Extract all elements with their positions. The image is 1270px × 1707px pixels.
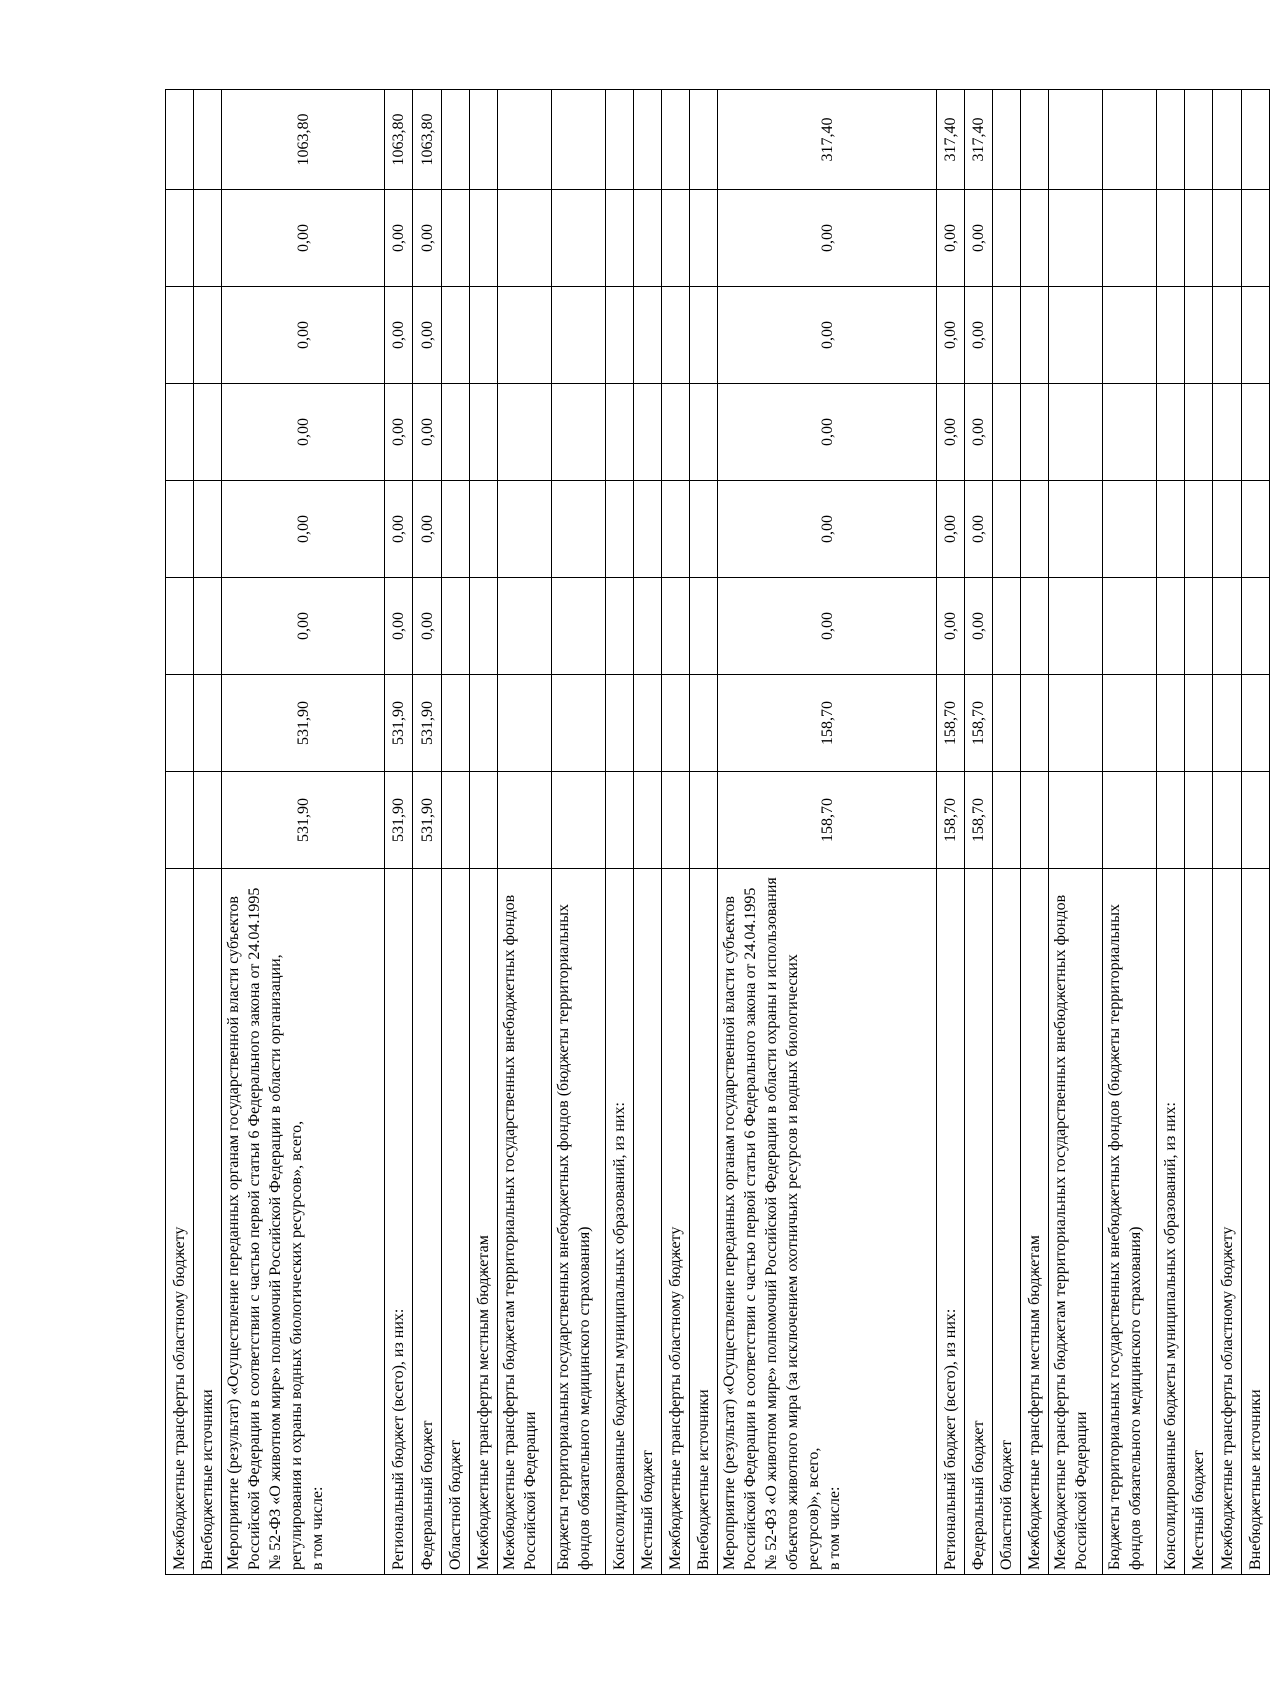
value-cell: 0,00 bbox=[222, 578, 385, 675]
empty-value-cell bbox=[1185, 90, 1213, 190]
empty-value-cell bbox=[469, 287, 497, 384]
value-cell: 0,00 bbox=[936, 578, 964, 675]
empty-value-cell bbox=[605, 287, 633, 384]
row-label: Областной бюджет bbox=[992, 869, 1020, 1575]
empty-value-cell bbox=[1185, 190, 1213, 287]
empty-value-cell bbox=[497, 384, 551, 481]
empty-value-cell bbox=[194, 481, 222, 578]
empty-value-cell bbox=[1103, 384, 1157, 481]
empty-value-cell bbox=[690, 675, 718, 772]
empty-value-cell bbox=[441, 675, 469, 772]
empty-value-cell bbox=[1241, 675, 1269, 772]
value-cell: 158,70 bbox=[964, 675, 992, 772]
empty-value-cell bbox=[1021, 578, 1049, 675]
empty-value-cell bbox=[551, 384, 605, 481]
empty-value-cell bbox=[1049, 90, 1103, 190]
value-cell: 317,40 bbox=[936, 90, 964, 190]
row-label: Межбюджетные трансферты областному бюджету bbox=[166, 869, 194, 1575]
empty-value-cell bbox=[1049, 384, 1103, 481]
empty-value-cell bbox=[1103, 90, 1157, 190]
row-label: Бюджеты территориальных государственных внебюджетных фондов (бюджеты территориальных фондов обязательного медицинского страхования) bbox=[551, 869, 605, 1575]
event-row bbox=[718, 90, 936, 1575]
value-cell: 0,00 bbox=[413, 190, 441, 287]
empty-value-cell bbox=[469, 90, 497, 190]
value-cell: 0,00 bbox=[964, 481, 992, 578]
empty-value-cell bbox=[1185, 481, 1213, 578]
value-cell: 158,70 bbox=[936, 772, 964, 869]
empty-value-cell bbox=[1049, 481, 1103, 578]
empty-value-cell bbox=[441, 481, 469, 578]
value-cell: 158,70 bbox=[718, 772, 936, 869]
table-row bbox=[1213, 90, 1241, 1575]
empty-value-cell bbox=[690, 287, 718, 384]
value-cell: 0,00 bbox=[222, 190, 385, 287]
empty-value-cell bbox=[1213, 384, 1241, 481]
empty-value-cell bbox=[166, 772, 194, 869]
empty-value-cell bbox=[1241, 90, 1269, 190]
empty-value-cell bbox=[551, 578, 605, 675]
empty-value-cell bbox=[1185, 772, 1213, 869]
value-cell: 0,00 bbox=[718, 384, 936, 481]
empty-value-cell bbox=[1103, 772, 1157, 869]
empty-value-cell bbox=[992, 190, 1020, 287]
value-cell: 0,00 bbox=[964, 287, 992, 384]
empty-value-cell bbox=[1049, 287, 1103, 384]
value-cell: 0,00 bbox=[413, 287, 441, 384]
empty-value-cell bbox=[166, 578, 194, 675]
empty-value-cell bbox=[1185, 287, 1213, 384]
empty-value-cell bbox=[662, 675, 690, 772]
value-cell: 158,70 bbox=[936, 675, 964, 772]
table-row bbox=[964, 90, 992, 1575]
empty-value-cell bbox=[605, 384, 633, 481]
value-cell: 0,00 bbox=[413, 578, 441, 675]
row-label: Консолидированные бюджеты муниципальных образований, из них: bbox=[1157, 869, 1185, 1575]
empty-value-cell bbox=[1213, 190, 1241, 287]
row-label: Местный бюджет bbox=[633, 869, 661, 1575]
budget-table-body bbox=[166, 90, 1270, 1575]
value-cell: 0,00 bbox=[222, 287, 385, 384]
empty-value-cell bbox=[166, 675, 194, 772]
table-row bbox=[1049, 90, 1103, 1575]
row-label: Федеральный бюджет bbox=[964, 869, 992, 1575]
empty-value-cell bbox=[633, 90, 661, 190]
row-label: Внебюджетные источники bbox=[194, 869, 222, 1575]
empty-value-cell bbox=[194, 772, 222, 869]
empty-value-cell bbox=[605, 578, 633, 675]
empty-value-cell bbox=[633, 772, 661, 869]
empty-value-cell bbox=[605, 481, 633, 578]
empty-value-cell bbox=[469, 675, 497, 772]
empty-value-cell bbox=[1241, 384, 1269, 481]
empty-value-cell bbox=[1213, 675, 1241, 772]
table-row bbox=[1021, 90, 1049, 1575]
empty-value-cell bbox=[441, 287, 469, 384]
value-cell: 158,70 bbox=[718, 675, 936, 772]
empty-value-cell bbox=[1157, 675, 1185, 772]
table-row bbox=[441, 90, 469, 1575]
row-label: Областной бюджет bbox=[441, 869, 469, 1575]
value-cell: 0,00 bbox=[718, 578, 936, 675]
empty-value-cell bbox=[1157, 190, 1185, 287]
value-cell: 531,90 bbox=[222, 675, 385, 772]
table-row bbox=[1241, 90, 1269, 1575]
value-cell: 0,00 bbox=[222, 384, 385, 481]
empty-value-cell bbox=[497, 481, 551, 578]
empty-value-cell bbox=[633, 287, 661, 384]
value-cell: 0,00 bbox=[413, 384, 441, 481]
table-row bbox=[992, 90, 1020, 1575]
empty-value-cell bbox=[1241, 772, 1269, 869]
row-label: Федеральный бюджет bbox=[413, 869, 441, 1575]
empty-value-cell bbox=[1021, 90, 1049, 190]
empty-value-cell bbox=[469, 481, 497, 578]
empty-value-cell bbox=[1213, 772, 1241, 869]
empty-value-cell bbox=[1103, 481, 1157, 578]
empty-value-cell bbox=[1103, 287, 1157, 384]
value-cell: 0,00 bbox=[936, 384, 964, 481]
empty-value-cell bbox=[166, 90, 194, 190]
row-label: Региональный бюджет (всего), из них: bbox=[385, 869, 413, 1575]
value-cell: 0,00 bbox=[964, 190, 992, 287]
empty-value-cell bbox=[992, 675, 1020, 772]
empty-value-cell bbox=[551, 481, 605, 578]
value-cell: 1063,80 bbox=[385, 90, 413, 190]
empty-value-cell bbox=[441, 384, 469, 481]
empty-value-cell bbox=[1213, 578, 1241, 675]
empty-value-cell bbox=[1185, 675, 1213, 772]
empty-value-cell bbox=[662, 384, 690, 481]
empty-value-cell bbox=[662, 772, 690, 869]
value-cell: 531,90 bbox=[385, 675, 413, 772]
value-cell: 0,00 bbox=[385, 578, 413, 675]
event-suffix: в том числе: bbox=[309, 1486, 327, 1570]
table-row bbox=[551, 90, 605, 1575]
empty-value-cell bbox=[1049, 772, 1103, 869]
event-title: Мероприятие (результат) «Осуществление переданных органам государственной власти субъектов Российской Федерации в соответствии с частью первой статьи 6 Федерального закона от 24.04.1995 № 52-ФЗ «О животном мире» полномочий Российской Федерации в области организации, регулирования и охраны водных биологических ресурсов», всего, bbox=[225, 887, 306, 1570]
value-cell: 531,90 bbox=[222, 772, 385, 869]
row-label: Межбюджетные трансферты областному бюджету bbox=[1213, 869, 1241, 1575]
empty-value-cell bbox=[690, 578, 718, 675]
empty-value-cell bbox=[662, 90, 690, 190]
empty-value-cell bbox=[194, 90, 222, 190]
empty-value-cell bbox=[166, 287, 194, 384]
value-cell: 0,00 bbox=[936, 481, 964, 578]
row-label: Межбюджетные трансферты местным бюджетам bbox=[1021, 869, 1049, 1575]
empty-value-cell bbox=[1185, 384, 1213, 481]
empty-value-cell bbox=[497, 90, 551, 190]
table-row bbox=[385, 90, 413, 1575]
empty-value-cell bbox=[1241, 481, 1269, 578]
empty-value-cell bbox=[992, 287, 1020, 384]
empty-value-cell bbox=[1021, 384, 1049, 481]
value-cell: 0,00 bbox=[385, 481, 413, 578]
value-cell: 0,00 bbox=[964, 578, 992, 675]
empty-value-cell bbox=[662, 481, 690, 578]
table-row bbox=[1157, 90, 1185, 1575]
empty-value-cell bbox=[441, 90, 469, 190]
empty-value-cell bbox=[1157, 287, 1185, 384]
empty-value-cell bbox=[1021, 675, 1049, 772]
empty-value-cell bbox=[469, 772, 497, 869]
value-cell: 531,90 bbox=[385, 772, 413, 869]
table-row bbox=[936, 90, 964, 1575]
empty-value-cell bbox=[441, 772, 469, 869]
empty-value-cell bbox=[497, 578, 551, 675]
empty-value-cell bbox=[166, 190, 194, 287]
table-row bbox=[194, 90, 222, 1575]
empty-value-cell bbox=[551, 287, 605, 384]
value-cell: 0,00 bbox=[718, 190, 936, 287]
empty-value-cell bbox=[605, 772, 633, 869]
empty-value-cell bbox=[1241, 578, 1269, 675]
table-row bbox=[662, 90, 690, 1575]
empty-value-cell bbox=[992, 90, 1020, 190]
empty-value-cell bbox=[194, 287, 222, 384]
value-cell: 0,00 bbox=[385, 384, 413, 481]
event-title: Мероприятие (результат) «Осуществление переданных органам государственной власти субъектов Российской Федерации в соответствии с частью первой статьи 6 Федерального закона от 24.04.1995 № 52-ФЗ «О животном мире» полномочий Российской Федерации в области охраны и использования объектов животного мира (за исключением охотничьих ресурсов и водных биологических ресурсов)», всего, bbox=[721, 877, 823, 1570]
empty-value-cell bbox=[605, 90, 633, 190]
empty-value-cell bbox=[469, 384, 497, 481]
empty-value-cell bbox=[633, 675, 661, 772]
empty-value-cell bbox=[1241, 190, 1269, 287]
value-cell: 1063,80 bbox=[222, 90, 385, 190]
empty-value-cell bbox=[605, 675, 633, 772]
budget-table bbox=[165, 89, 1270, 1575]
row-label: Межбюджетные трансферты бюджетам территориальных государственных внебюджетных фондов Российской Федерации bbox=[497, 869, 551, 1575]
empty-value-cell bbox=[633, 481, 661, 578]
empty-value-cell bbox=[1185, 578, 1213, 675]
event-label bbox=[222, 869, 385, 1575]
empty-value-cell bbox=[1213, 90, 1241, 190]
empty-value-cell bbox=[1157, 772, 1185, 869]
empty-value-cell bbox=[1103, 578, 1157, 675]
row-label: Внебюджетные источники bbox=[1241, 869, 1269, 1575]
value-cell: 531,90 bbox=[413, 772, 441, 869]
value-cell: 158,70 bbox=[964, 772, 992, 869]
empty-value-cell bbox=[551, 90, 605, 190]
empty-value-cell bbox=[194, 675, 222, 772]
empty-value-cell bbox=[441, 190, 469, 287]
row-label: Бюджеты территориальных государственных внебюджетных фондов (бюджеты территориальных фондов обязательного медицинского страхования) bbox=[1103, 869, 1157, 1575]
value-cell: 317,40 bbox=[718, 90, 936, 190]
empty-value-cell bbox=[1157, 578, 1185, 675]
empty-value-cell bbox=[605, 190, 633, 287]
empty-value-cell bbox=[1157, 384, 1185, 481]
table-row bbox=[633, 90, 661, 1575]
empty-value-cell bbox=[992, 578, 1020, 675]
row-label: Региональный бюджет (всего), из них: bbox=[936, 869, 964, 1575]
value-cell: 0,00 bbox=[385, 287, 413, 384]
row-label: Консолидированные бюджеты муниципальных образований, из них: bbox=[605, 869, 633, 1575]
value-cell: 0,00 bbox=[936, 190, 964, 287]
empty-value-cell bbox=[690, 190, 718, 287]
empty-value-cell bbox=[690, 772, 718, 869]
empty-value-cell bbox=[633, 190, 661, 287]
value-cell: 317,40 bbox=[964, 90, 992, 190]
empty-value-cell bbox=[992, 384, 1020, 481]
table-row bbox=[166, 90, 194, 1575]
empty-value-cell bbox=[992, 481, 1020, 578]
empty-value-cell bbox=[633, 578, 661, 675]
empty-value-cell bbox=[662, 287, 690, 384]
table-row bbox=[413, 90, 441, 1575]
table-row bbox=[1103, 90, 1157, 1575]
empty-value-cell bbox=[1021, 190, 1049, 287]
rotated-table-frame bbox=[165, 90, 1270, 1575]
value-cell: 0,00 bbox=[222, 481, 385, 578]
empty-value-cell bbox=[1213, 481, 1241, 578]
empty-value-cell bbox=[1157, 481, 1185, 578]
empty-value-cell bbox=[1049, 578, 1103, 675]
empty-value-cell bbox=[1021, 287, 1049, 384]
empty-value-cell bbox=[1103, 675, 1157, 772]
empty-value-cell bbox=[633, 384, 661, 481]
empty-value-cell bbox=[194, 384, 222, 481]
empty-value-cell bbox=[497, 772, 551, 869]
table-row bbox=[469, 90, 497, 1575]
empty-value-cell bbox=[1049, 190, 1103, 287]
value-cell: 0,00 bbox=[718, 481, 936, 578]
empty-value-cell bbox=[1049, 675, 1103, 772]
value-cell: 0,00 bbox=[413, 481, 441, 578]
empty-value-cell bbox=[690, 481, 718, 578]
empty-value-cell bbox=[992, 772, 1020, 869]
empty-value-cell bbox=[469, 578, 497, 675]
row-label: Местный бюджет bbox=[1185, 869, 1213, 1575]
empty-value-cell bbox=[690, 90, 718, 190]
empty-value-cell bbox=[166, 384, 194, 481]
empty-value-cell bbox=[194, 578, 222, 675]
value-cell: 1063,80 bbox=[413, 90, 441, 190]
value-cell: 0,00 bbox=[964, 384, 992, 481]
value-cell: 531,90 bbox=[413, 675, 441, 772]
table-row bbox=[690, 90, 718, 1575]
event-label bbox=[718, 869, 936, 1575]
value-cell: 0,00 bbox=[385, 190, 413, 287]
empty-value-cell bbox=[551, 190, 605, 287]
empty-value-cell bbox=[194, 190, 222, 287]
empty-value-cell bbox=[551, 772, 605, 869]
empty-value-cell bbox=[551, 675, 605, 772]
empty-value-cell bbox=[1157, 90, 1185, 190]
empty-value-cell bbox=[1213, 287, 1241, 384]
row-label: Межбюджетные трансферты местным бюджетам bbox=[469, 869, 497, 1575]
empty-value-cell bbox=[1021, 772, 1049, 869]
event-suffix: в том числе: bbox=[826, 1486, 844, 1570]
empty-value-cell bbox=[1021, 481, 1049, 578]
empty-value-cell bbox=[690, 384, 718, 481]
empty-value-cell bbox=[497, 675, 551, 772]
empty-value-cell bbox=[1103, 190, 1157, 287]
value-cell: 0,00 bbox=[936, 287, 964, 384]
empty-value-cell bbox=[441, 578, 469, 675]
empty-value-cell bbox=[662, 190, 690, 287]
table-row bbox=[497, 90, 551, 1575]
empty-value-cell bbox=[469, 190, 497, 287]
value-cell: 0,00 bbox=[718, 287, 936, 384]
row-label: Межбюджетные трансферты областному бюджету bbox=[662, 869, 690, 1575]
row-label: Межбюджетные трансферты бюджетам территориальных государственных внебюджетных фондов Российской Федерации bbox=[1049, 869, 1103, 1575]
empty-value-cell bbox=[1241, 287, 1269, 384]
table-row bbox=[605, 90, 633, 1575]
table-row bbox=[1185, 90, 1213, 1575]
empty-value-cell bbox=[662, 578, 690, 675]
empty-value-cell bbox=[166, 481, 194, 578]
row-label: Внебюджетные источники bbox=[690, 869, 718, 1575]
event-row bbox=[222, 90, 385, 1575]
empty-value-cell bbox=[497, 287, 551, 384]
empty-value-cell bbox=[497, 190, 551, 287]
